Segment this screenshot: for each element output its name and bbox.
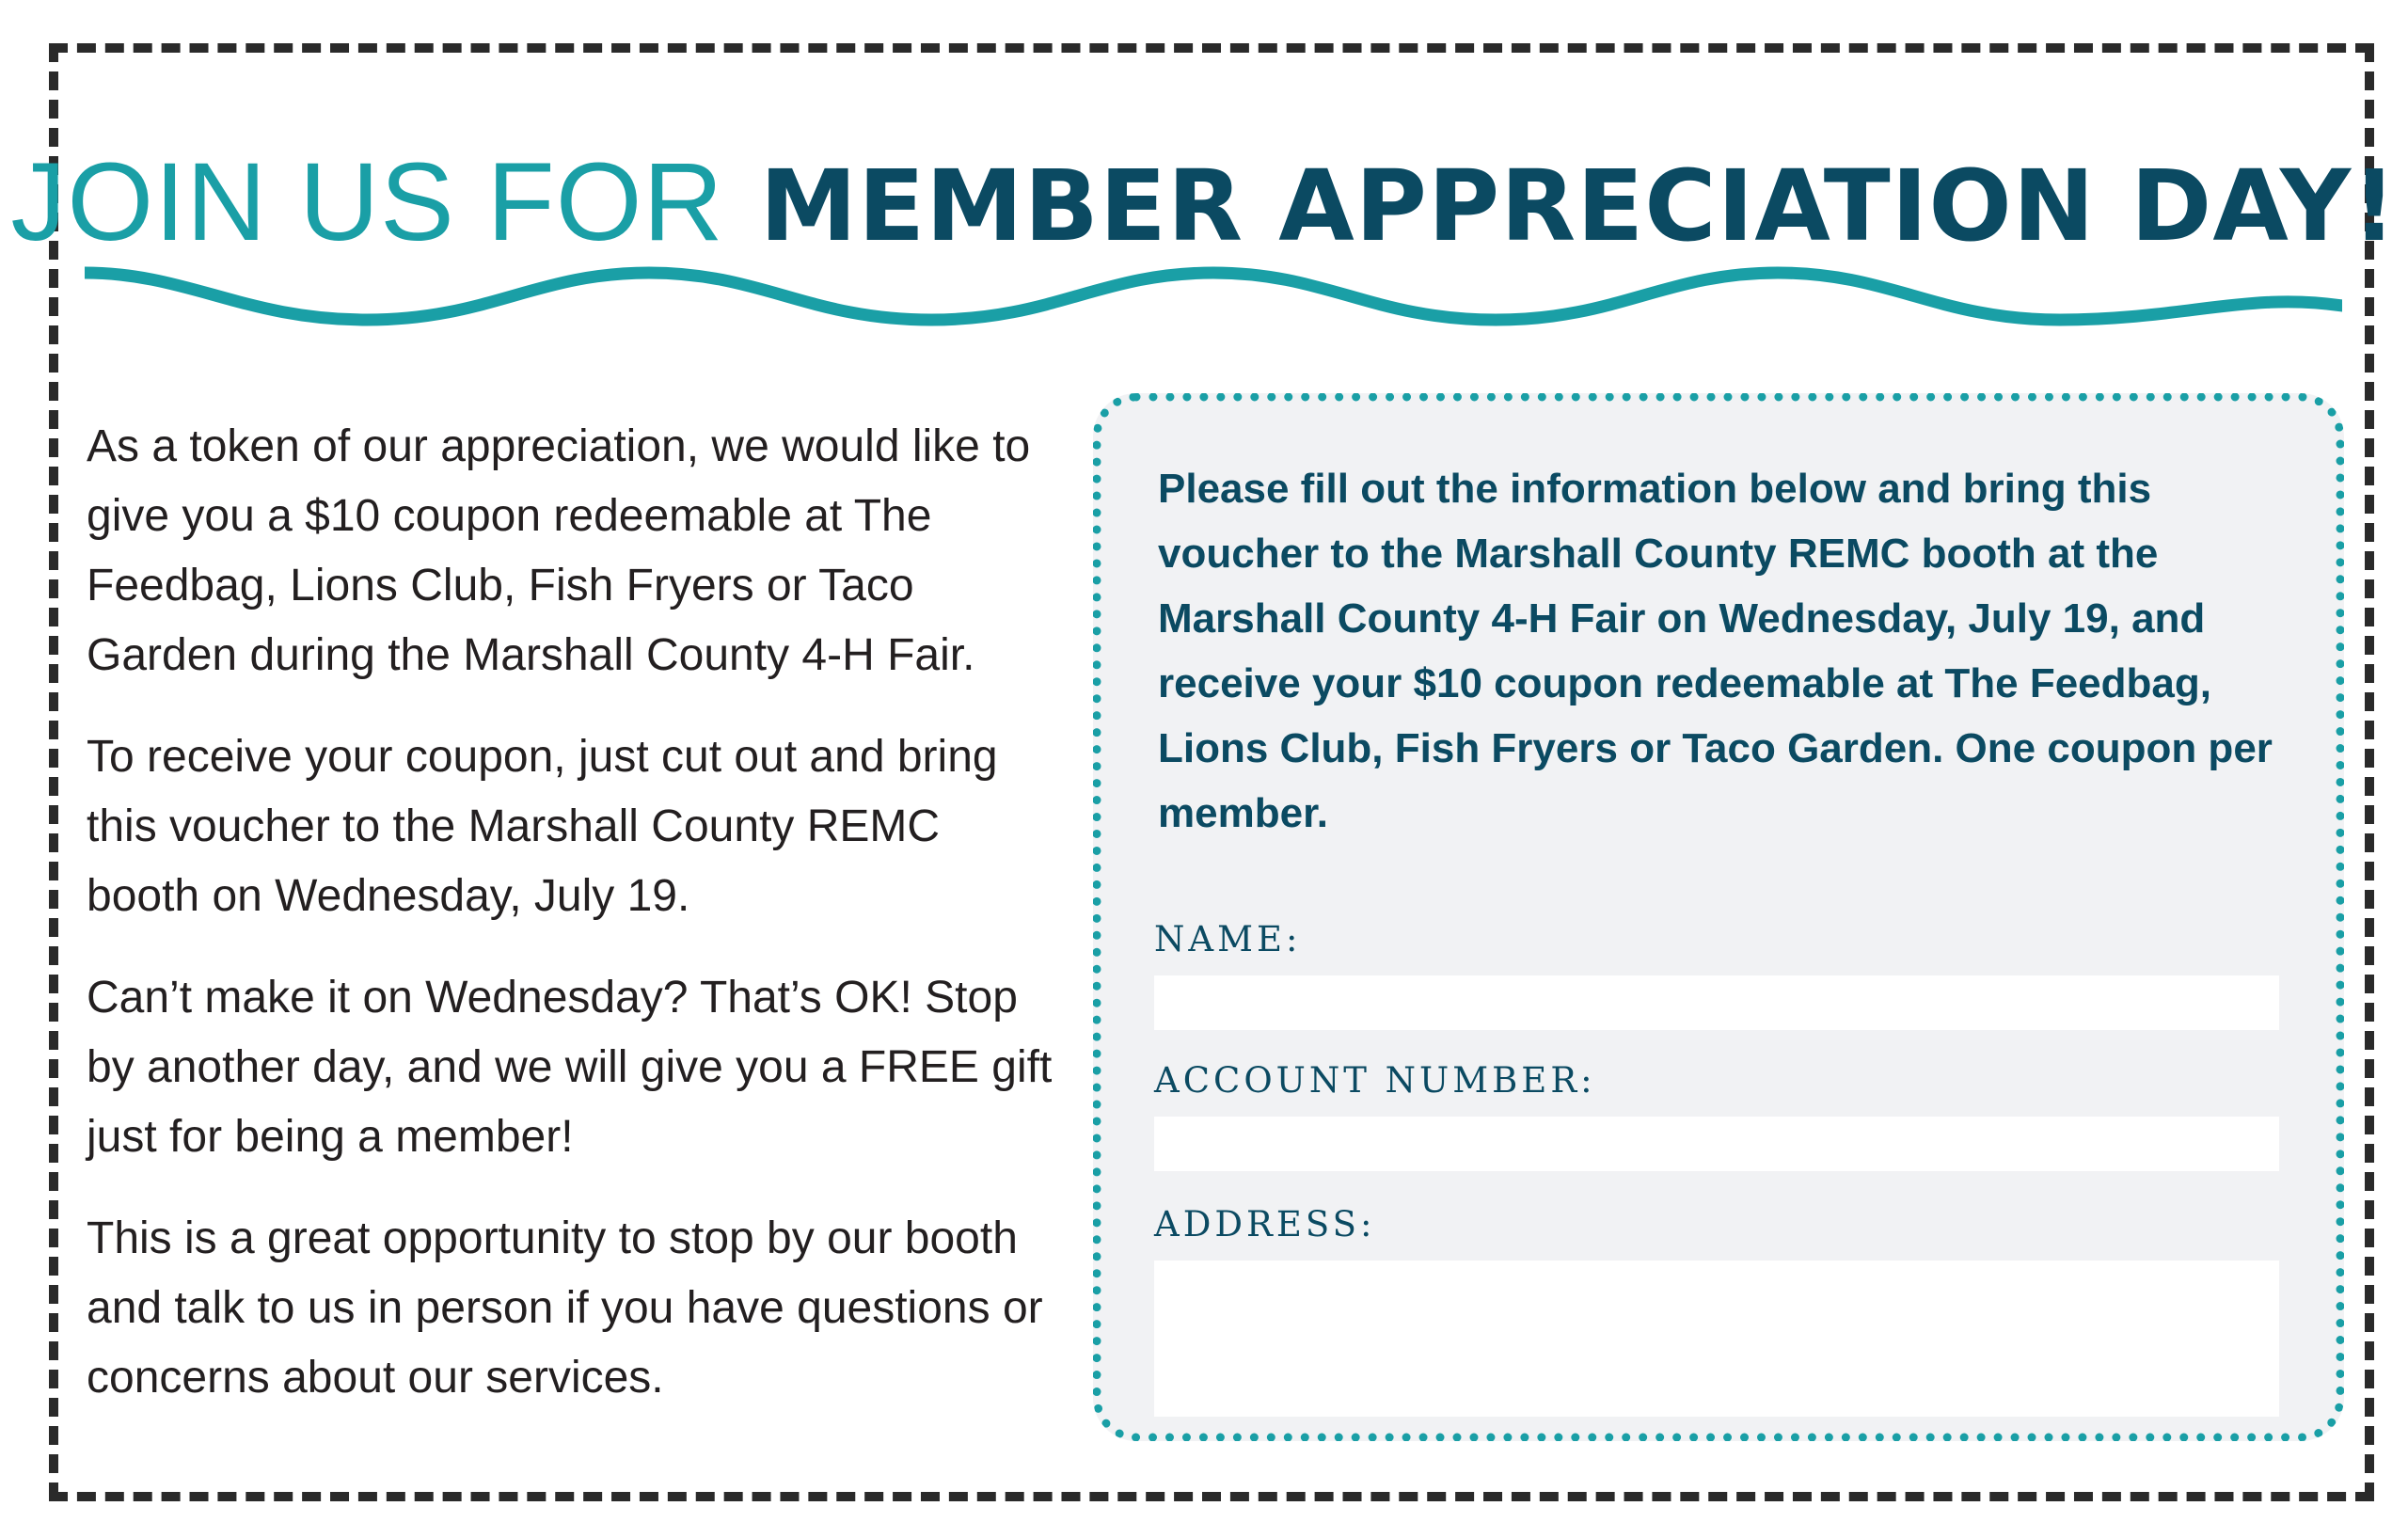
headline-title: MEMBER APPRECIATION DAY!: [759, 149, 2398, 263]
address-label: ADDRESS:: [1154, 1204, 1376, 1245]
info-column: [87, 412, 1065, 1445]
info-paragraph-other-day: Can’t make it on Wednesday? That’s OK! Stop by another day, and we will give you a FREE gift just for being a member!: [87, 973, 1053, 1162]
headline: [0, 141, 2408, 267]
account-number-field[interactable]: [1154, 1117, 2279, 1171]
info-paragraph-how-to-receive: To receive your coupon, just cut out and bring this voucher to the Marshall County REMC booth on Wednesday, July 19.: [87, 732, 998, 921]
headline-intro: JOIN US FOR: [10, 140, 724, 264]
name-field[interactable]: [1154, 975, 2279, 1030]
info-paragraph-opportunity: This is a great opportunity to stop by our booth and talk to us in person if you have questions or concerns about our services.: [87, 1213, 1043, 1403]
voucher-form: [1093, 393, 2344, 1441]
info-paragraph-coupon: As a token of our appreciation, we would like to give you a $10 coupon redeemable at The Feedbag, Lions Club, Fish Fryers or Taco Garden during the Marshall County 4-H Fair.: [87, 421, 1031, 680]
address-field[interactable]: [1154, 1261, 2279, 1417]
form-instructions: Please fill out the information below and bring this voucher to the Marshall County REMC booth at the Marshall County 4-H Fair on Wednesday, July 19, and receive your $10 coupon redeemable at The Feedbag, Lions Club, Fish Fryers or Taco Garden. One coupon per member.: [1158, 466, 2273, 836]
account-number-label: ACCOUNT NUMBER:: [1154, 1060, 1596, 1101]
wave-divider: [85, 263, 2342, 339]
name-label: NAME:: [1154, 919, 1302, 959]
